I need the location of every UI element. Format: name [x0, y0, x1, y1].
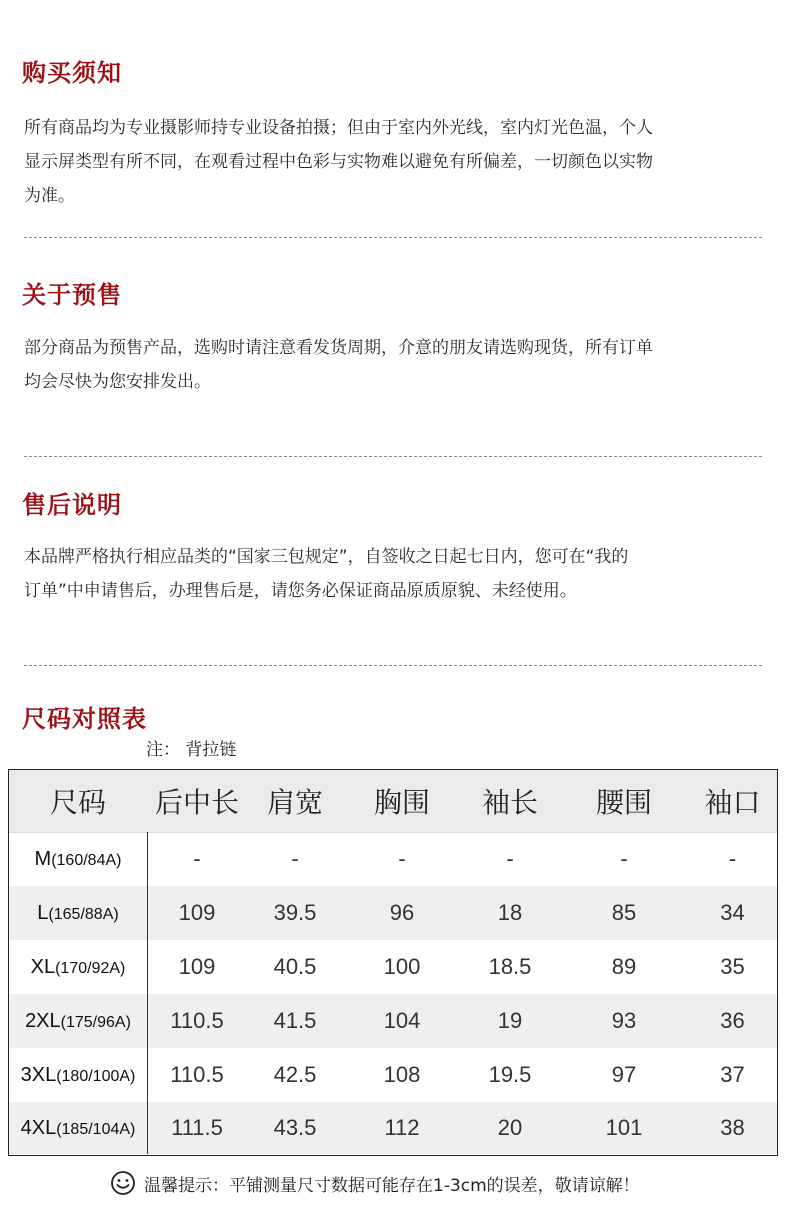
- value-cell: 108: [383, 1062, 421, 1087]
- size-code: XL: [30, 955, 56, 978]
- size-code: 4XL: [20, 1116, 57, 1139]
- text-line: 部分商品为预售产品，选购时请注意看发货周期，介意的朋友请选购现货，所有订单: [24, 338, 653, 358]
- header-shoulder: 肩宽: [266, 786, 323, 819]
- value-cell: 112: [384, 1115, 420, 1140]
- size-cell: [9, 848, 147, 871]
- value-cell: 104: [383, 1008, 421, 1033]
- presale-text: [24, 331, 769, 399]
- size-code: L: [37, 901, 49, 924]
- section-title-purchase-notice: 购买须知: [22, 59, 122, 87]
- size-cell: [9, 902, 147, 925]
- value-cell: 43.5: [273, 1115, 317, 1140]
- value-cell: -: [506, 846, 514, 871]
- value-cell: -: [398, 846, 406, 871]
- value-cell: -: [193, 846, 201, 871]
- value-cell: 110.5: [170, 1062, 224, 1087]
- value-cell: 34: [720, 900, 745, 925]
- section-title-after-sales: 售后说明: [22, 491, 122, 519]
- purchase-notice-text: [24, 111, 769, 213]
- value-cell: 110.5: [170, 1008, 224, 1033]
- size-spec: (160/84A): [51, 851, 122, 869]
- text-line: 均会尽快为您安排发出。: [24, 372, 211, 392]
- table-row: [9, 940, 777, 994]
- value-cell: 36: [720, 1008, 745, 1033]
- value-cell: 100: [383, 954, 421, 979]
- header-waist: 腰围: [595, 786, 652, 819]
- table-header-row: [9, 770, 777, 833]
- size-code: 2XL: [25, 1009, 61, 1032]
- header-sleeve: 袖长: [481, 786, 538, 819]
- size-table: [8, 769, 778, 1156]
- value-cell: 37: [720, 1062, 745, 1087]
- divider: [24, 456, 762, 457]
- table-row: [9, 832, 777, 886]
- size-cell: [9, 1117, 147, 1140]
- value-cell: 18: [497, 900, 523, 925]
- size-code: M: [34, 847, 52, 870]
- value-cell: 111.5: [171, 1115, 223, 1140]
- value-cell: 85: [611, 900, 637, 925]
- column-divider: [147, 832, 148, 1154]
- size-cell: [9, 1010, 147, 1033]
- size-spec: (175/96A): [60, 1013, 131, 1031]
- value-cell: 35: [720, 954, 745, 979]
- size-spec: (170/92A): [55, 959, 126, 977]
- size-cell: [9, 1064, 147, 1087]
- value-cell: 20: [497, 1115, 523, 1140]
- value-cell: 89: [611, 954, 637, 979]
- value-cell: 93: [611, 1008, 637, 1033]
- size-spec: (180/100A): [56, 1067, 136, 1085]
- divider: [24, 237, 762, 238]
- value-cell: -: [291, 846, 299, 871]
- table-row: [9, 886, 777, 940]
- value-cell: 40.5: [273, 954, 317, 979]
- value-cell: 19.5: [488, 1062, 532, 1087]
- value-cell: 96: [389, 900, 415, 925]
- value-cell: -: [620, 846, 628, 871]
- text-line: 订单”中申请售后，办理售后是，请您务必保证商品原质原貌、未经使用。: [24, 581, 577, 601]
- header-bust: 胸围: [373, 786, 430, 819]
- text-line: 显示屏类型有所不同，在观看过程中色彩与实物难以避免有所偏差，一切颜色以实物: [24, 152, 653, 172]
- measurement-tip: [110, 1168, 640, 1198]
- table-row: [9, 1102, 777, 1154]
- value-cell: 38: [720, 1115, 745, 1140]
- value-cell: 109: [178, 900, 216, 925]
- text-line: 为准。: [24, 186, 75, 206]
- divider: [24, 665, 762, 666]
- after-sales-text: [24, 540, 769, 608]
- value-cell: 18.5: [488, 954, 532, 979]
- value-cell: 41.5: [273, 1008, 317, 1033]
- table-row: [9, 1048, 777, 1102]
- value-cell: -: [728, 846, 737, 871]
- header-back-length: 后中长: [154, 786, 239, 819]
- text-line: 所有商品均为专业摄影师持专业设备拍摄；但由于室内外光线，室内灯光色温，个人: [24, 118, 653, 138]
- value-cell: 19: [497, 1008, 523, 1033]
- smiley-icon: [110, 1170, 136, 1196]
- value-cell: 101: [605, 1115, 643, 1140]
- value-cell: 109: [178, 954, 216, 979]
- size-spec: (165/88A): [48, 905, 119, 923]
- size-chart-note: 注： 背拉链: [146, 740, 237, 760]
- tip-text: 温馨提示：平铺测量尺寸数据可能存在1-3cm的误差，敬请谅解！: [144, 1175, 640, 1196]
- table-row: [9, 994, 777, 1048]
- value-cell: 39.5: [273, 900, 317, 925]
- size-cell: [9, 956, 147, 979]
- value-cell: 97: [611, 1062, 637, 1087]
- header-cuff: 袖口: [704, 786, 761, 819]
- text-line: 本品牌严格执行相应品类的“国家三包规定”，自签收之日起七日内，您可在“我的: [24, 547, 629, 567]
- section-title-presale: 关于预售: [22, 281, 122, 309]
- section-title-size-chart: 尺码对照表: [22, 705, 147, 733]
- size-spec: (185/104A): [56, 1120, 136, 1138]
- header-size: 尺码: [49, 786, 106, 819]
- size-code: 3XL: [20, 1063, 57, 1086]
- value-cell: 42.5: [273, 1062, 317, 1087]
